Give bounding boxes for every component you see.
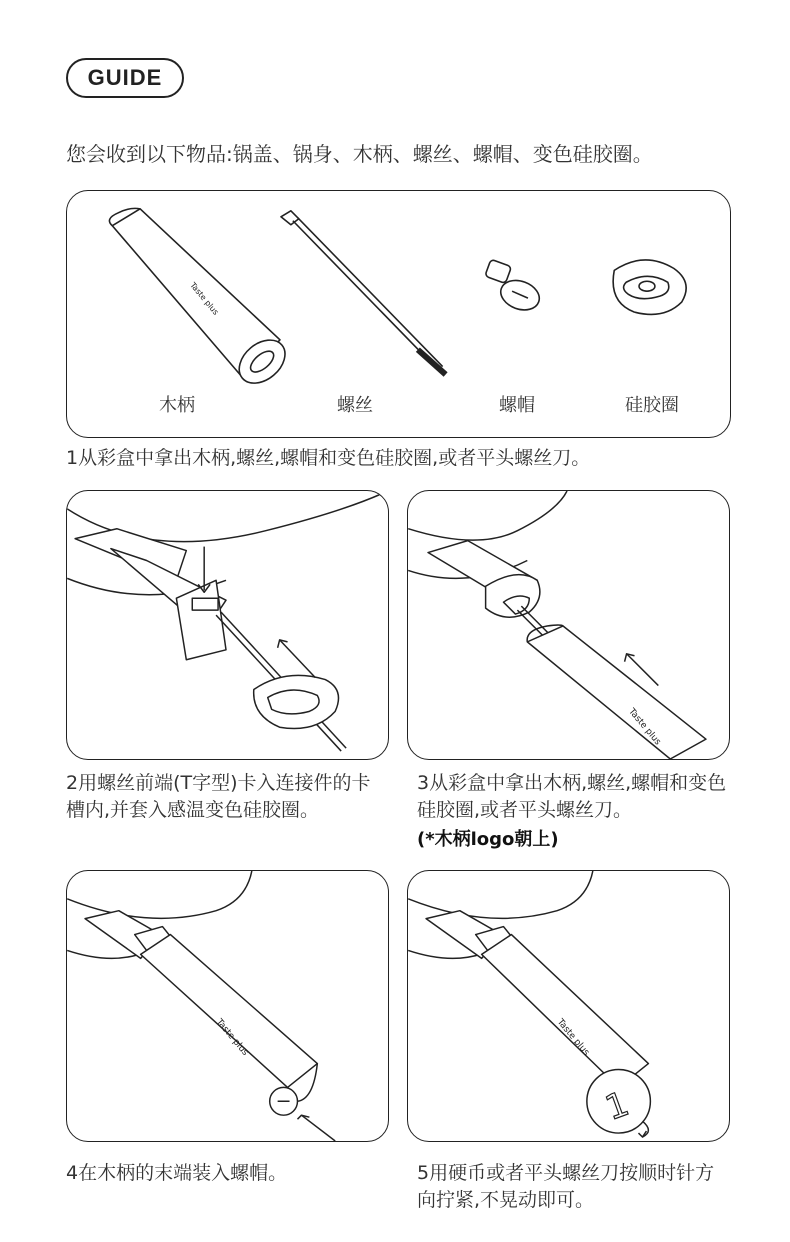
silicone-ring-icon: [613, 260, 686, 315]
brand-logo: Taste plus: [626, 706, 663, 748]
screw-icon: [281, 211, 446, 375]
nut-icon: [485, 259, 544, 315]
screw-label: 螺丝: [337, 395, 373, 416]
brand-logo: Taste plus: [213, 1017, 250, 1058]
handle-label: 木柄: [159, 395, 195, 416]
brand-logo: Taste plus: [554, 1017, 591, 1058]
step-3-illustration: [407, 490, 730, 760]
step-2-illustration: [66, 490, 389, 760]
intro-text: 您会收到以下物品:锅盖、锅身、木柄、螺丝、螺帽、变色硅胶圈。: [66, 142, 653, 166]
step-5-illustration: [407, 870, 730, 1142]
step-4-text: 4在木柄的末端装入螺帽。: [66, 1162, 288, 1184]
nut-label: 螺帽: [499, 395, 535, 416]
silicone-ring: [254, 675, 339, 728]
step-1-text: 1从彩盒中拿出木柄,螺丝,螺帽和变色硅胶圈,或者平头螺丝刀。: [66, 447, 591, 469]
handle: [527, 626, 706, 759]
ring-label: 硅胶圈: [625, 395, 679, 416]
step-5-text: 5用硬币或者平头螺丝刀按顺时针方向拧紧,不晃动即可。: [417, 1162, 715, 1211]
step-3-text: 3从彩盒中拿出木柄,螺丝,螺帽和变色硅胶圈,或者平头螺丝刀。: [417, 772, 727, 821]
guide-badge: GUIDE: [66, 58, 184, 98]
handle: [141, 935, 318, 1088]
parts-panel: [66, 190, 731, 438]
step-3-note: (*木柄logo朝上): [417, 829, 559, 850]
step-4-illustration: [66, 870, 389, 1142]
handle: [482, 935, 649, 1088]
step-2-text: 2用螺丝前端(T字型)卡入连接件的卡槽内,并套入感温变色硅胶圈。: [66, 772, 371, 821]
brand-logo: Taste plus: [188, 280, 221, 317]
coin-number: 1: [600, 1083, 634, 1128]
